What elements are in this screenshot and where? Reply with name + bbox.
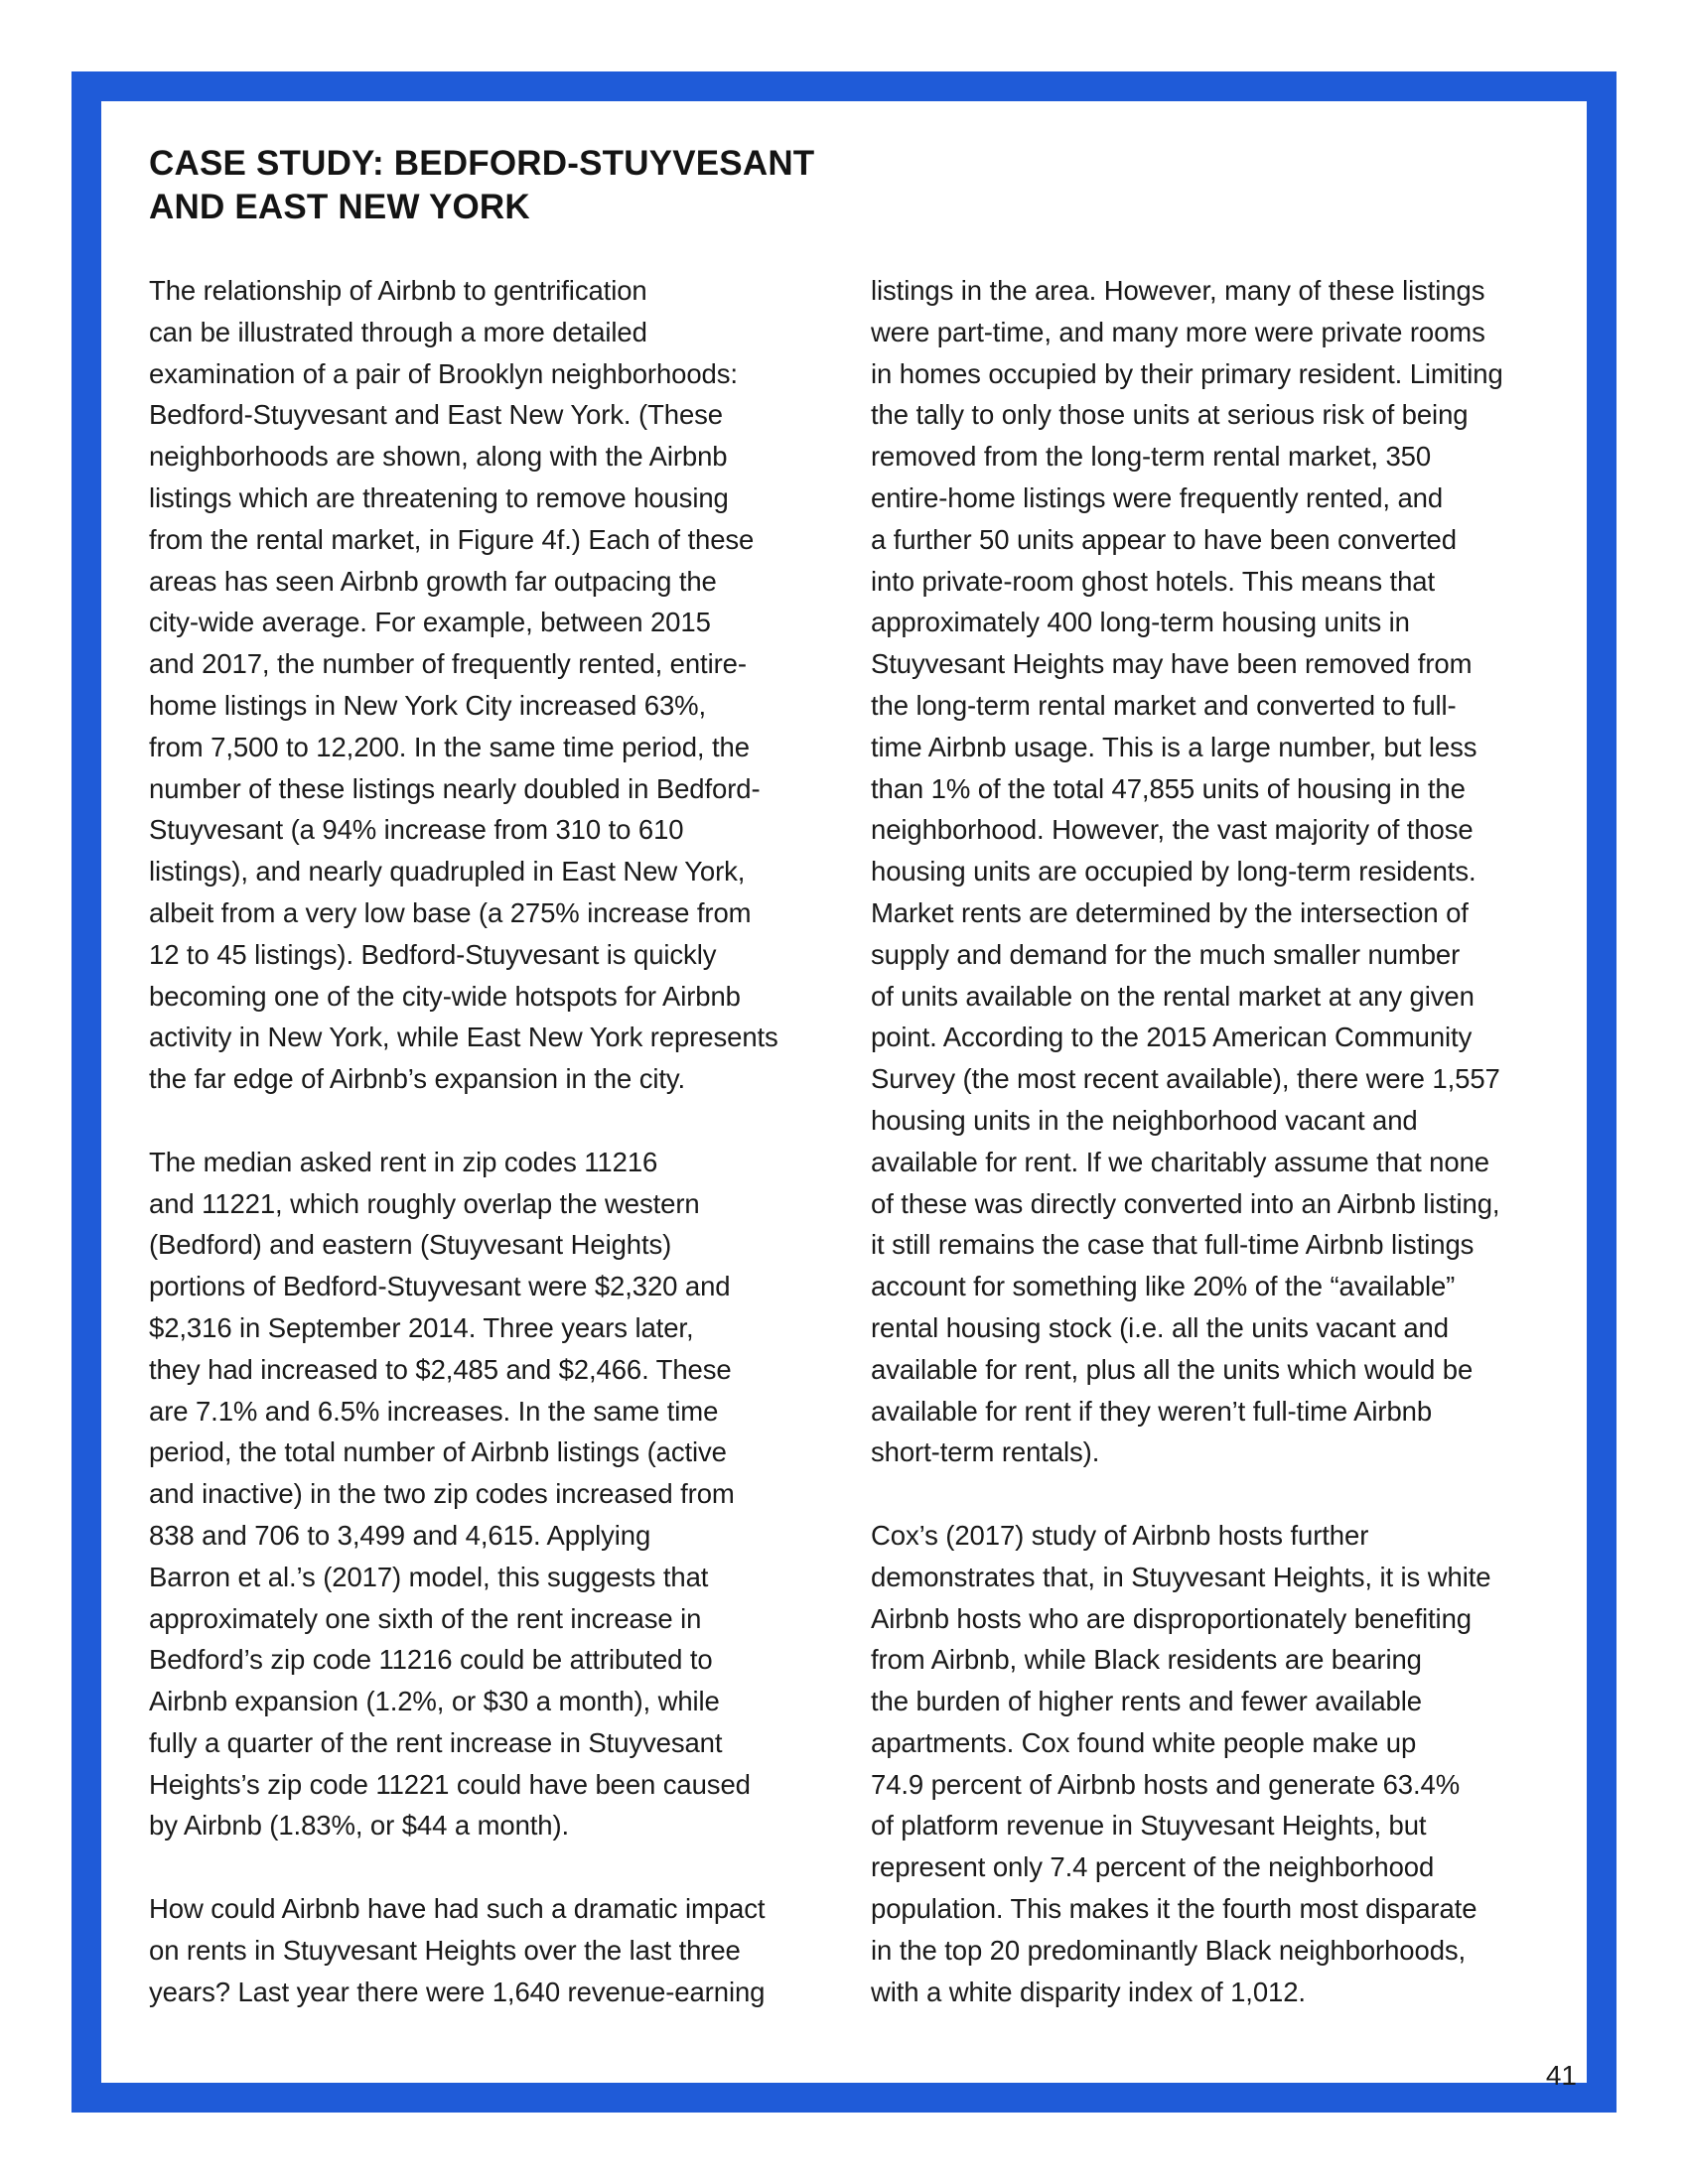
right-column-text-line: were part-time, and many more were private rooms — [871, 316, 1485, 347]
right-column-text-line: removed from the long-term rental market, 350 — [871, 441, 1432, 473]
left-column-text-line: approximately one sixth of the rent increase in — [149, 1602, 702, 1634]
right-column-text-line: demonstrates that, in Stuyvesant Heights, it is white — [871, 1561, 1491, 1592]
left-column-text-line: period, the total number of Airbnb listings (active — [149, 1436, 727, 1468]
right-column-text-line: short-term rentals). — [871, 1436, 1100, 1468]
left-column-paragraph-gap — [149, 1846, 834, 1888]
right-column-text-line: Stuyvesant Heights may have been removed from — [871, 648, 1473, 680]
left-column-text-line: Stuyvesant (a 94% increase from 310 to 610 — [149, 814, 684, 846]
left-column-text-line: Heights’s zip code 11221 could have been caused — [149, 1768, 751, 1800]
left-column-text-line: number of these listings nearly doubled in Bedford- — [149, 772, 761, 804]
left-column-text-line: can be illustrated through a more detailed — [149, 316, 647, 347]
left-column-text-line: (Bedford) and eastern (Stuyvesant Heights) — [149, 1229, 672, 1261]
right-column-text-line: the burden of higher rents and fewer available — [871, 1686, 1422, 1717]
right-column-text-line: in homes occupied by their primary resident. Limiting — [871, 357, 1503, 389]
left-column-text-line: albeit from a very low base (a 275% increase from — [149, 896, 752, 928]
right-column-text-line: 74.9 percent of Airbnb hosts and generate 63.4% — [871, 1768, 1461, 1800]
right-column-text-line: it still remains the case that full-time Airbnb listings — [871, 1229, 1475, 1261]
left-column-text-line: 838 and 706 to 3,499 and 4,615. Applying — [149, 1519, 651, 1551]
left-column-text-line: Bedford’s zip code 11216 could be attributed to — [149, 1644, 713, 1676]
right-column-text-line: than 1% of the total 47,855 units of housing in the — [871, 772, 1466, 804]
left-column-text-line: $2,316 in September 2014. Three years later, — [149, 1311, 694, 1343]
left-column-text-line: the far edge of Airbnb’s expansion in the city. — [149, 1063, 686, 1095]
right-column-text-line: into private-room ghost hotels. This means that — [871, 565, 1435, 597]
left-column-text-line: areas has seen Airbnb growth far outpacing the — [149, 565, 717, 597]
left-column-text-line: and 11221, which roughly overlap the western — [149, 1187, 700, 1219]
left-column-text-line: years? Last year there were 1,640 revenue-earning — [149, 1976, 766, 2007]
page-number: 41 — [1545, 2060, 1577, 2091]
left-column-text-line: and 2017, the number of frequently rented, entire- — [149, 648, 747, 680]
right-column-text-line: apartments. Cox found white people make up — [871, 1726, 1417, 1758]
right-column-text-line: housing units in the neighborhood vacant and — [871, 1104, 1418, 1136]
page-title-line-1: CASE STUDY: BEDFORD-STUYVESANT — [149, 144, 815, 183]
left-column-text-line: are 7.1% and 6.5% increases. In the same time — [149, 1395, 719, 1427]
right-column-text-line: account for something like 20% of the “available” — [871, 1271, 1456, 1302]
left-column-text-line: listings), and nearly quadrupled in East New York, — [149, 856, 746, 887]
left-column-text-line: on rents in Stuyvesant Heights over the last three — [149, 1934, 741, 1966]
right-column-text-line: Cox’s (2017) study of Airbnb hosts further — [871, 1519, 1369, 1551]
left-column-text-line: they had increased to $2,485 and $2,466. These — [149, 1353, 732, 1385]
right-column-text-line: the tally to only those units at serious risk of being — [871, 399, 1469, 431]
left-column-text-line: by Airbnb (1.83%, or $44 a month). — [149, 1810, 570, 1842]
right-column-text-line: with a white disparity index of 1,012. — [871, 1976, 1306, 2007]
right-column-text-line: available for rent if they weren’t full-time Airbnb — [871, 1395, 1433, 1427]
right-column-text-line: Airbnb hosts who are disproportionately benefiting — [871, 1602, 1472, 1634]
right-column-text-line: a further 50 units appear to have been converted — [871, 523, 1457, 555]
left-column-text-line: and inactive) in the two zip codes increased from — [149, 1478, 735, 1510]
right-column-text-line: available for rent. If we charitably assume that none — [871, 1146, 1489, 1177]
right-column-text-line: housing units are occupied by long-term residents. — [871, 856, 1477, 887]
right-column-text-line: represent only 7.4 percent of the neighborhood — [871, 1851, 1435, 1883]
right-column-text-line: available for rent, plus all the units which would be — [871, 1353, 1474, 1385]
right-column-text-line: Market rents are determined by the intersection of — [871, 896, 1469, 928]
right-column-text-line: population. This makes it the fourth most disparate — [871, 1893, 1477, 1925]
right-column-text-line: listings in the area. However, many of these listings — [871, 275, 1485, 306]
left-column-text-line: examination of a pair of Brooklyn neighborhoods: — [149, 357, 738, 389]
left-column-text-line: listings which are threatening to remove housing — [149, 481, 729, 513]
right-column-text-line: supply and demand for the much smaller number — [871, 938, 1461, 970]
left-column-text-line: Barron et al.’s (2017) model, this suggests that — [149, 1561, 709, 1592]
right-column-text-line: time Airbnb usage. This is a large number, but less — [871, 731, 1477, 762]
left-column-text-line: neighborhoods are shown, along with the Airbnb — [149, 441, 728, 473]
left-column-text-line: from the rental market, in Figure 4f.) Each of these — [149, 523, 755, 555]
right-column-text-line: from Airbnb, while Black residents are bearing — [871, 1644, 1422, 1676]
right-column-text-line: of units available on the rental market at any given — [871, 980, 1475, 1012]
left-column-text-line: The relationship of Airbnb to gentrification — [149, 275, 647, 306]
left-column-text-line: from 7,500 to 12,200. In the same time period, the — [149, 731, 750, 762]
right-column-text-line: Survey (the most recent available), there were 1,557 — [871, 1063, 1500, 1095]
left-column-text-line: Bedford-Stuyvesant and East New York. (These — [149, 399, 724, 431]
left-text-column — [149, 270, 834, 2012]
left-column-text-line: activity in New York, while East New York represents — [149, 1022, 778, 1053]
right-column-text-line: in the top 20 predominantly Black neighborhoods, — [871, 1934, 1467, 1966]
right-column-text-line: the long-term rental market and converted to full- — [871, 689, 1457, 721]
left-column-text-line: 12 to 45 listings). Bedford-Stuyvesant is quickly — [149, 938, 717, 970]
left-column-text-line: Airbnb expansion (1.2%, or $30 a month), while — [149, 1686, 720, 1717]
left-column-paragraph-gap — [149, 1100, 834, 1142]
page-title-line-2: AND EAST NEW YORK — [149, 188, 530, 226]
right-column-text-line: point. According to the 2015 American Community — [871, 1022, 1473, 1053]
right-column-text-line: of platform revenue in Stuyvesant Heights, but — [871, 1810, 1427, 1842]
page-title — [149, 142, 904, 229]
right-column-text-line: of these was directly converted into an Airbnb listing, — [871, 1187, 1500, 1219]
right-column-text-line: rental housing stock (i.e. all the units vacant and — [871, 1311, 1449, 1343]
left-column-text-line: The median asked rent in zip codes 11216 — [149, 1146, 658, 1177]
left-column-text-line: portions of Bedford-Stuyvesant were $2,320 and — [149, 1271, 731, 1302]
right-column-text-line: entire-home listings were frequently rented, and — [871, 481, 1444, 513]
right-column-text-line: approximately 400 long-term housing units in — [871, 607, 1410, 638]
left-column-text-line: fully a quarter of the rent increase in Stuyvesant — [149, 1726, 723, 1758]
left-column-text-line: city-wide average. For example, between 2015 — [149, 607, 711, 638]
left-column-text-line: How could Airbnb have had such a dramatic impact — [149, 1893, 766, 1925]
right-column-paragraph-gap — [871, 1473, 1556, 1515]
left-column-text-line: home listings in New York City increased 63%, — [149, 689, 707, 721]
left-column-text-line: becoming one of the city-wide hotspots for Airbnb — [149, 980, 741, 1012]
right-column-text-line: neighborhood. However, the vast majority of those — [871, 814, 1474, 846]
right-text-column — [871, 270, 1556, 2012]
